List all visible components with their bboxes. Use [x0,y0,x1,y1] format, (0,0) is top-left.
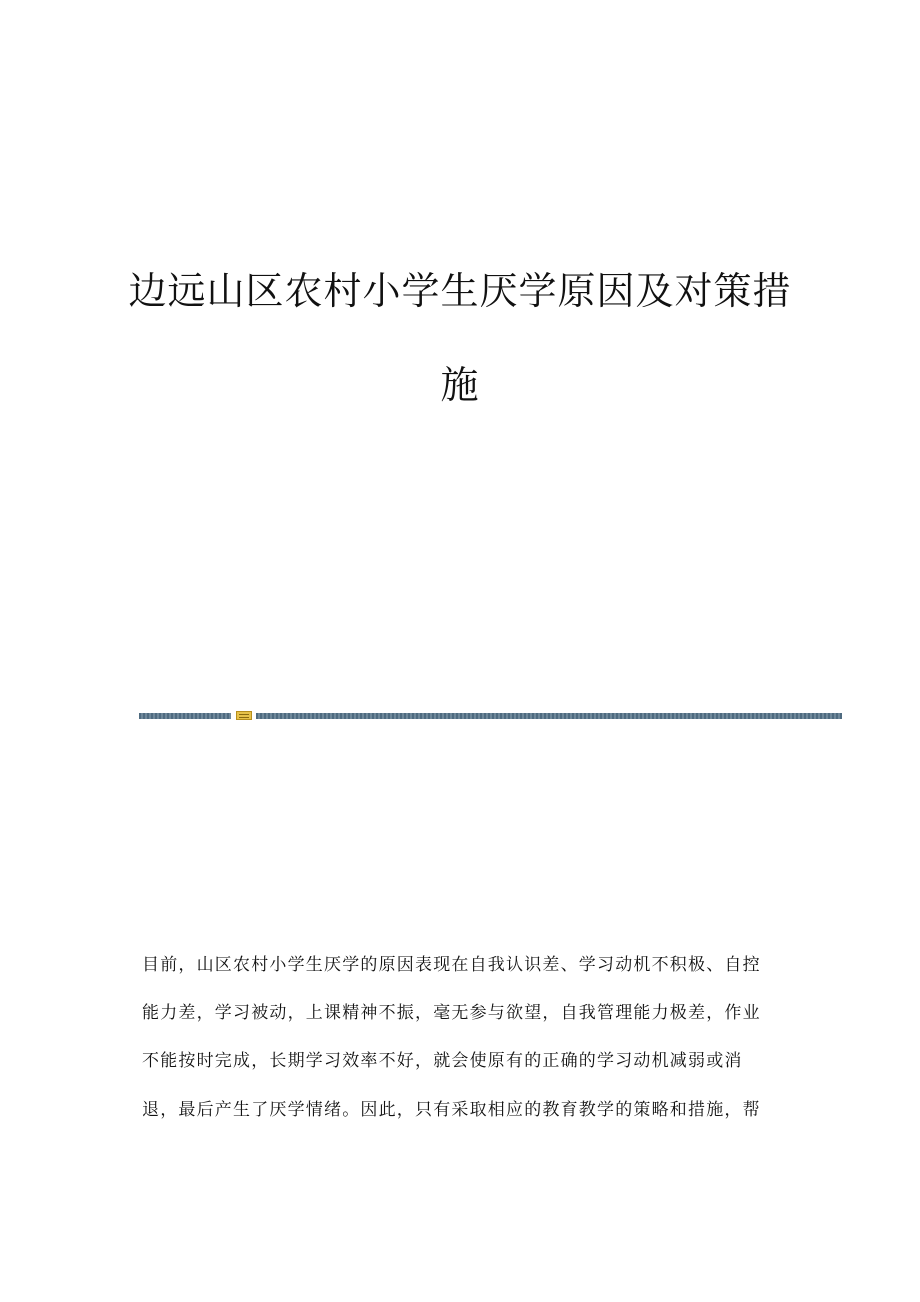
paragraph-line: 目前，山区农村小学生厌学的原因表现在自我认识差、学习动机不积极、自控 [142,955,761,975]
document-title-line-2: 施 [440,363,480,407]
divider-bar-right [256,713,842,719]
paragraph-line: 不能按时完成，长期学习效率不好，就会使原有的正确的学习动机减弱或消 [142,1051,743,1071]
paragraph-line: 退，最后产生了厌学情绪。因此，只有采取相应的教育教学的策略和措施，帮 [142,1100,761,1120]
section-divider [139,711,842,720]
divider-bar-left [139,713,231,719]
divider-ornament-icon [236,711,252,720]
paragraph-line: 能力差，学习被动，上课精神不振，毫无参与欲望，自我管理能力极差，作业 [142,1003,761,1023]
document-title-line-1: 边远山区农村小学生厌学原因及对策措 [128,269,792,313]
